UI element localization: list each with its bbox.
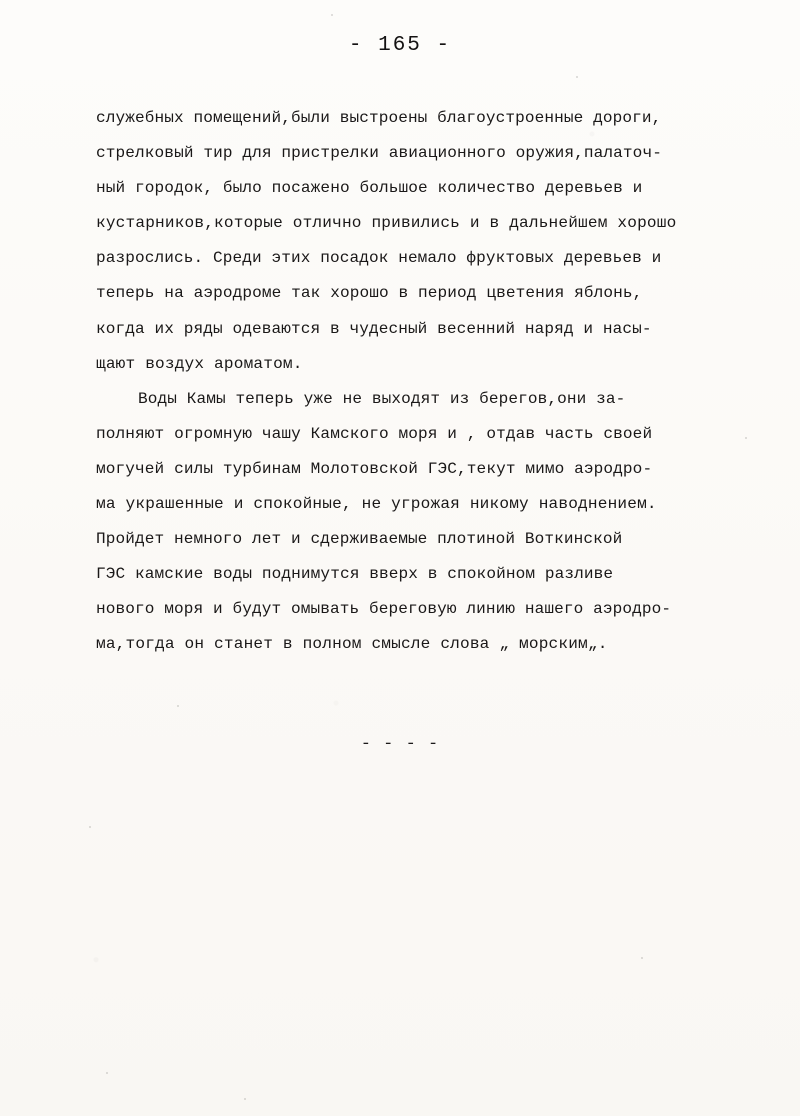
text-line: служебных помещений,были выстроены благоустроенные дороги, (96, 109, 662, 128)
paragraph-1 (96, 101, 704, 382)
text-line: Пройдет немного лет и сдерживаемые плотиной Воткинской (96, 530, 623, 549)
text-line: теперь на аэродроме так хорошо в период цветения яблонь, (96, 284, 643, 303)
text-line: Воды Камы теперь уже не выходят из берегов,они за- (137, 389, 626, 408)
page-number: - 165 - (348, 34, 452, 57)
paper-speck (89, 826, 91, 828)
paper-speck (745, 437, 747, 439)
document-body (96, 101, 704, 663)
paragraph-2 (96, 382, 704, 663)
text-line: когда их ряды одеваются в чудесный весенний наряд и насы- (96, 319, 652, 338)
text-line: могучей силы турбинам Молотовской ГЭС,текут мимо аэродро- (96, 459, 653, 478)
paper-speck (641, 957, 643, 959)
text-line: ный городок, было посажено большое количество деревьев и (96, 178, 643, 197)
text-line: ма,тогда он станет в полном смысле слова „ морским„. (96, 635, 608, 654)
text-line: стрелковый тир для пристрелки авиационного оружия,палаточ- (96, 144, 662, 163)
paper-speck (331, 14, 333, 16)
text-line: полняют огромную чашу Камского моря и , отдав часть своей (96, 424, 653, 443)
paper-speck (177, 705, 179, 707)
section-divider: - - - - (360, 735, 440, 754)
text-line: разрослись. Среди этих посадок немало фруктовых деревьев и (96, 249, 662, 268)
text-line: ГЭС камские воды поднимутся вверх в спокойном разливе (96, 565, 614, 584)
paper-speck (576, 76, 578, 78)
paper-speck (244, 1098, 246, 1100)
text-line: нового моря и будут омывать береговую линию нашего аэродро- (96, 600, 672, 619)
text-line: щают воздух ароматом. (96, 354, 303, 373)
text-line: кустарников,которые отлично привились и в дальнейшем хорошо (96, 214, 677, 233)
text-line: ма украшенные и спокойные, не угрожая никому наводнением. (96, 495, 657, 514)
paper-speck (106, 1072, 108, 1074)
